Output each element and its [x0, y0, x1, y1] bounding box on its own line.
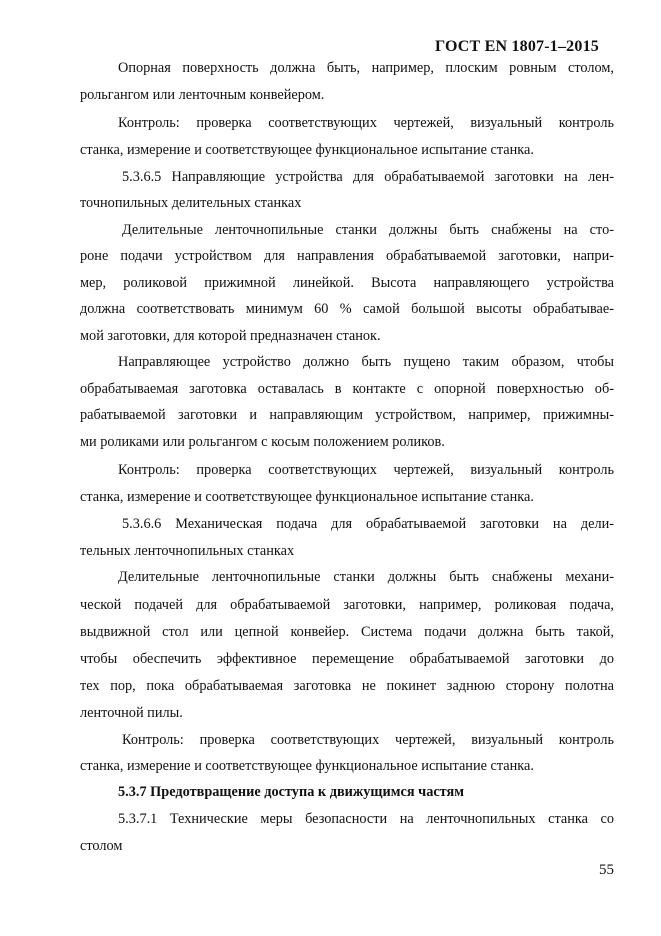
text-line: станка, измерение и соответствующее функциональное испытание станка. — [80, 142, 534, 158]
text-line: должна соответствовать минимум 60 % самой большой высоты обрабатывае- — [80, 301, 614, 317]
text-line: тех пор, пока обрабатываемая заготовка не покинет заднюю сторону полотна — [80, 678, 614, 694]
text-line: Контроль: проверка соответствующих чертежей, визуальный контроль — [118, 462, 614, 478]
text-line: 5.3.7.1 Технические меры безопасности на ленточнопильных станка со — [118, 811, 614, 827]
text-line: рабатываемой заготовки и направляющим устройством, например, прижимны- — [80, 407, 614, 423]
text-line: Контроль: проверка соответствующих чертежей, визуальный контроль — [122, 732, 614, 748]
text-line: столом — [80, 838, 123, 854]
text-line: ческой подачей для обрабатываемой заготовки, например, роликовая подача, — [80, 597, 614, 613]
text-line: станка, измерение и соответствующее функциональное испытание станка. — [80, 758, 534, 774]
text-line: Опорная поверхность должна быть, например, плоским ровным столом, — [118, 60, 614, 76]
text-line: мой заготовки, для которой предназначен станок. — [80, 328, 381, 344]
document-code: ГОСТ EN 1807-1–2015 — [434, 38, 599, 55]
text-line: рольгангом или ленточным конвейером. — [80, 87, 325, 103]
text-line: ми роликами или рольгангом с косым положением роликов. — [80, 434, 445, 450]
section-heading: точнопильных делительных станках — [80, 195, 302, 211]
text-line: мер, роликовой прижимной линейкой. Высота направляющего устройства — [80, 275, 614, 291]
section-heading: 5.3.6.6 Механическая подача для обрабатываемой заготовки на дели- — [122, 516, 614, 532]
text-line: станка, измерение и соответствующее функциональное испытание станка. — [80, 489, 534, 505]
section-heading: 5.3.6.5 Направляющие устройства для обрабатываемой заготовки на лен- — [122, 169, 614, 185]
text-line: чтобы обеспечить эффективное перемещение обрабатываемой заготовки до — [80, 651, 614, 667]
text-line: Контроль: проверка соответствующих чертежей, визуальный контроль — [118, 115, 614, 131]
text-line: роне подачи устройством для направления обрабатываемой заготовки, напри- — [80, 248, 614, 264]
section-heading: тельных ленточнопильных станках — [80, 543, 295, 559]
page-number: 55 — [599, 862, 614, 878]
text-line: Делительные ленточнопильные станки должны быть снабжены механи- — [118, 569, 614, 585]
text-line: ленточной пилы. — [80, 705, 183, 721]
section-heading-bold: 5.3.7 Предотвращение доступа к движущимся частям — [118, 784, 464, 800]
text-line: обрабатываемая заготовка оставалась в контакте с опорной поверхностью об- — [80, 381, 614, 397]
text-line: Делительные ленточнопильные станки должны быть снабжены на сто- — [122, 222, 614, 238]
text-line: Направляющее устройство должно быть пущено таким образом, чтобы — [118, 354, 614, 370]
text-line: выдвижной стол или цепной конвейер. Система подачи должна быть такой, — [80, 624, 614, 640]
